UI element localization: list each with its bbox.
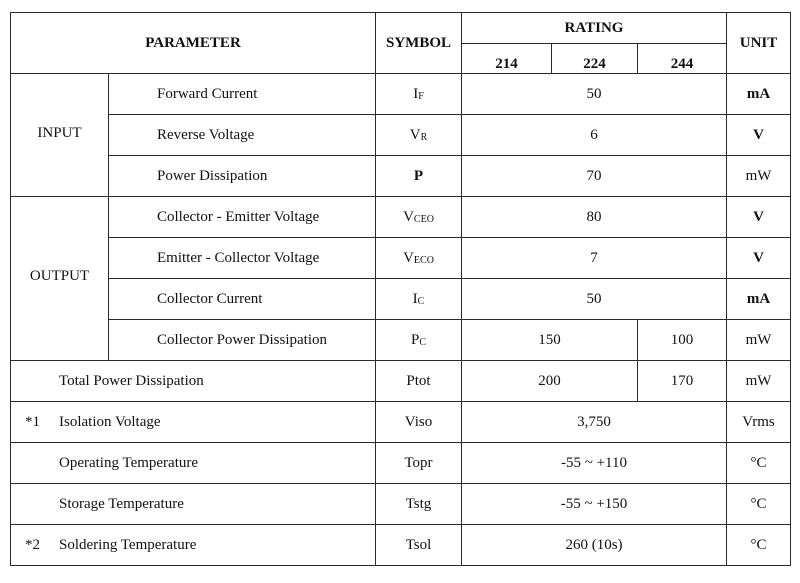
symbol-cell: $V_{ECO}$ [376,238,462,279]
table-row [11,525,791,566]
header-unit: UNIT [727,13,791,74]
model-224: 224 [552,44,638,74]
table-row [11,279,791,320]
unit-cell: mA [727,279,791,320]
symbol-cell: Topr [376,443,462,484]
param-name: Total Power Dissipation [11,361,376,402]
table-row [11,156,791,197]
rating-cell-214-224: 200 [462,361,638,402]
symbol-cell: Tstg [376,484,462,525]
param-name: Emitter - Collector Voltage [109,238,376,279]
rating-cell: -55 ~ +150 [462,484,727,525]
rating-cell: 6 [462,115,727,156]
unit-cell: mW [727,320,791,361]
symbol-cell: $V_R$ [376,115,462,156]
param-name: Reverse Voltage [109,115,376,156]
table-row [11,484,791,525]
header-symbol: SYMBOL [376,13,462,74]
unit-cell: °C [727,443,791,484]
rating-cell: -55 ~ +110 [462,443,727,484]
header-row [11,13,791,44]
symbol-cell: $P_C$ [376,320,462,361]
table-row [11,197,791,238]
symbol-cell: Tsol [376,525,462,566]
rating-cell: 260 (10s) [462,525,727,566]
rating-cell: 3,750 [462,402,727,443]
unit-cell: mA [727,74,791,115]
table-row [11,443,791,484]
param-name: Forward Current [109,74,376,115]
rating-cell: 70 [462,156,727,197]
param-name: Storage Temperature [11,484,376,525]
model-214: 214 [462,44,552,74]
table-row [11,320,791,361]
unit-cell: V [727,197,791,238]
unit-cell: mW [727,361,791,402]
symbol-cell: $I_C$ [376,279,462,320]
table-row [11,361,791,402]
symbol-cell: Ptot [376,361,462,402]
absolute-maximum-ratings-table [10,12,791,566]
table-row [11,115,791,156]
rating-cell: 80 [462,197,727,238]
footnote-marker: *1 [25,413,40,430]
param-name: Collector - Emitter Voltage [109,197,376,238]
header-rating: RATING [462,13,727,44]
unit-cell: V [727,115,791,156]
symbol-cell: $I_F$ [376,74,462,115]
table-row [11,402,791,443]
rating-cell: 7 [462,238,727,279]
rating-cell: 50 [462,74,727,115]
footnote-marker: *2 [25,536,40,553]
param-name: Collector Power Dissipation [109,320,376,361]
unit-cell: °C [727,484,791,525]
table-row [11,74,791,115]
param-name: Isolation Voltage [59,413,161,430]
model-244: 244 [638,44,727,74]
header-parameter: PARAMETER [11,13,376,74]
unit-cell: mW [727,156,791,197]
unit-cell: Vrms [727,402,791,443]
rating-cell-214-224: 150 [462,320,638,361]
symbol-cell: Viso [376,402,462,443]
table-row [11,238,791,279]
rating-cell-244: 170 [638,361,727,402]
rating-cell-244: 100 [638,320,727,361]
param-name: Collector Current [109,279,376,320]
rating-cell: 50 [462,279,727,320]
param-name: Operating Temperature [11,443,376,484]
unit-cell: °C [727,525,791,566]
unit-cell: V [727,238,791,279]
param-name: Power Dissipation [109,156,376,197]
param-cell [11,402,376,443]
param-name: Soldering Temperature [59,536,197,553]
param-cell [11,525,376,566]
symbol-cell: $V_{CEO}$ [376,197,462,238]
group-input: INPUT [11,74,109,197]
group-output: OUTPUT [11,197,109,361]
symbol-cell: P [376,156,462,197]
